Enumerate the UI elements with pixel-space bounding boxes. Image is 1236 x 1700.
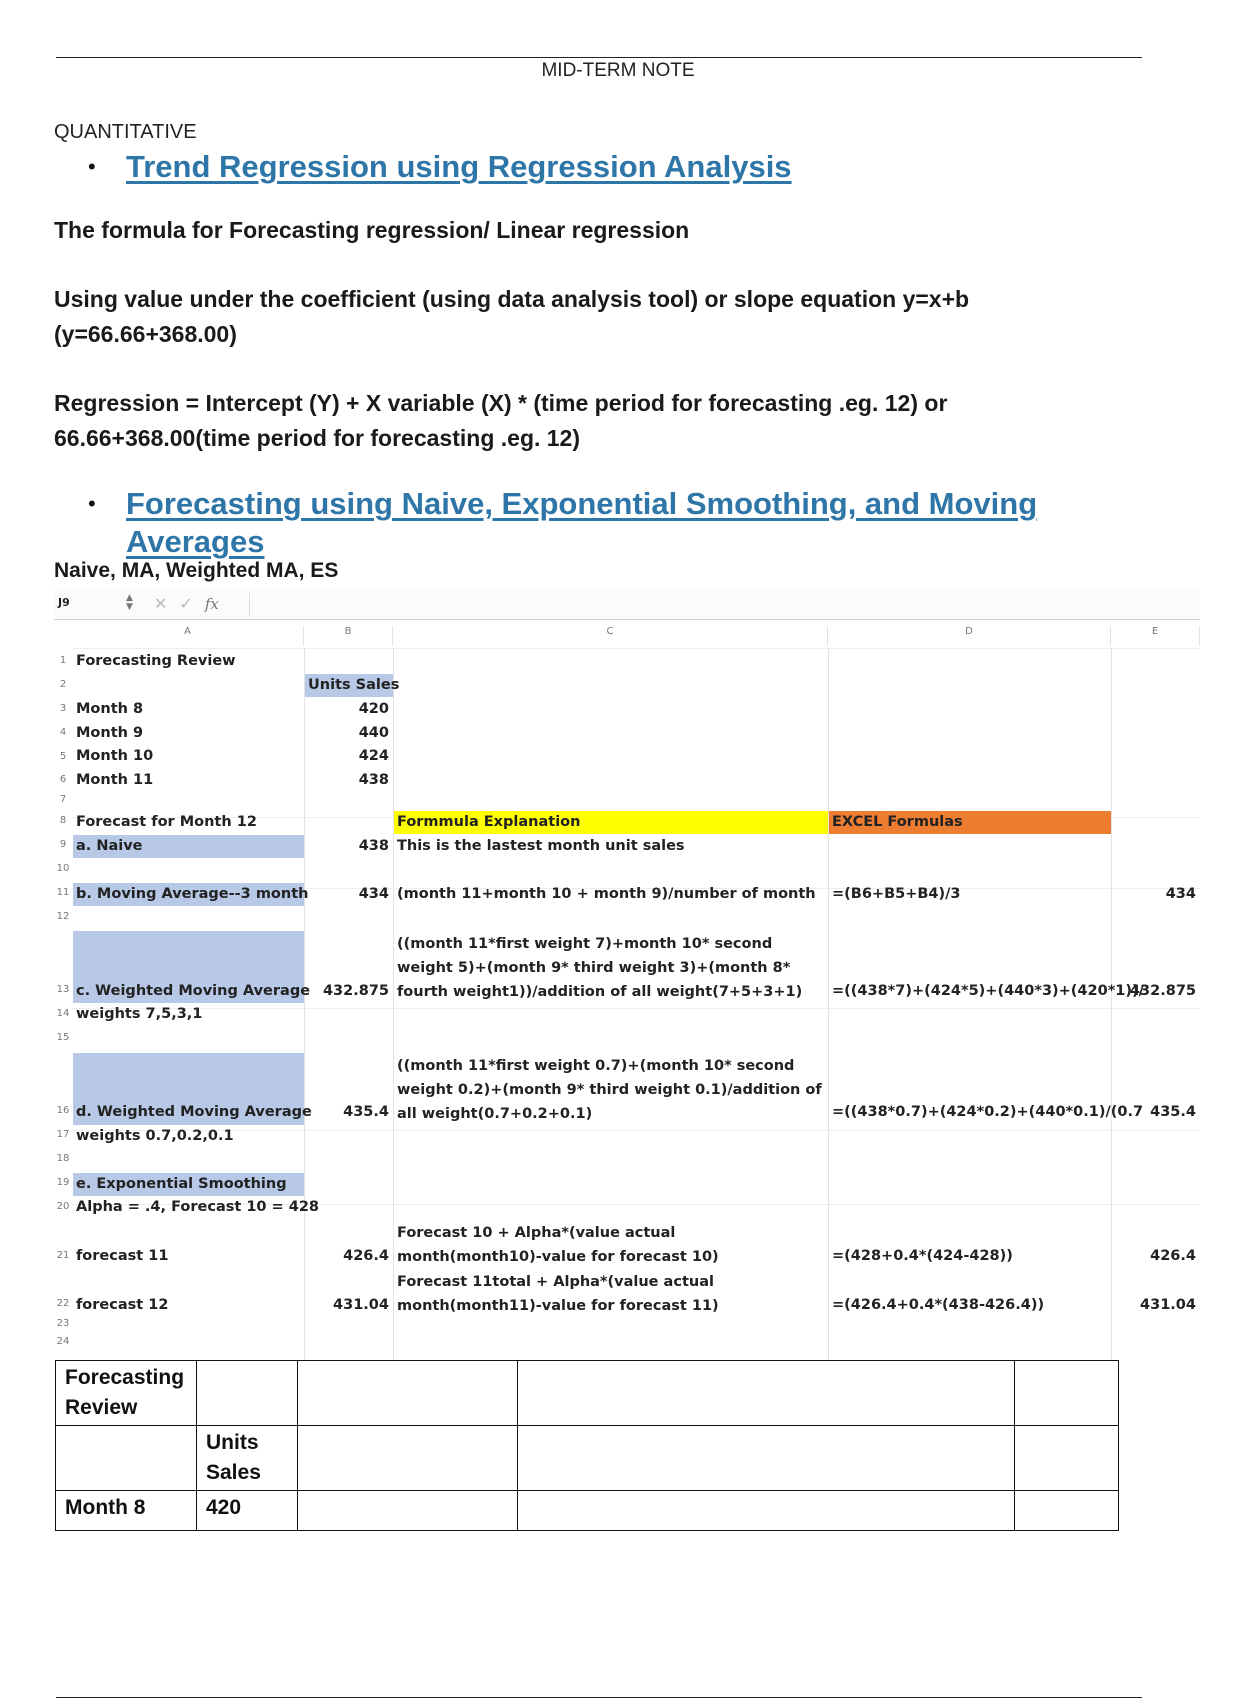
formula-input[interactable] [249,593,1200,617]
cell-b16[interactable]: 435.4 [343,1104,389,1120]
row-number[interactable]: 2 [59,679,67,690]
table-cell-text: Month 8 [65,1496,146,1519]
paragraph-formula-title: The formula for Forecasting regression/ Linear regression [54,217,690,243]
cell-d11[interactable]: =(B6+B5+B4)/3 [832,886,961,902]
row-number[interactable]: 23 [56,1318,70,1329]
table-cell-text: 420 [206,1496,242,1519]
heading-forecasting-line-1: Forecasting using Naive, Exponential Smoothing, and Moving [126,486,1038,521]
row-number[interactable]: 13 [56,984,70,995]
cell-a3[interactable]: Month 8 [76,701,144,717]
table-cell [518,1491,1015,1531]
row-number[interactable]: 8 [59,815,67,826]
name-box[interactable]: J9 [58,596,70,609]
cell-c16[interactable]: ((month 11*first weight 0.7)+(month 10* second weight 0.2)+(month 9* third weight 0.1)/addition of all weight(0.7+0.2+0.1) [397,1058,822,1122]
cell-a6[interactable]: Month 11 [76,772,154,788]
cell-e21[interactable]: 426.4 [1150,1248,1196,1264]
column-header-c[interactable]: C [393,626,828,646]
row-number[interactable]: 12 [56,911,70,922]
cell-a1[interactable]: Forecasting Review [76,653,236,669]
footer-rule [56,1697,1142,1698]
cell-a4[interactable]: Month 9 [76,725,144,741]
table-cell [518,1426,1015,1491]
confirm-icon[interactable]: ✓ [179,594,205,613]
grid-line [828,648,829,1360]
cell-a5[interactable]: Month 10 [76,748,154,764]
row-number[interactable]: 21 [56,1250,70,1261]
name-box-spinner-icon[interactable]: ▲ ▼ [126,593,133,612]
heading-trend-regression[interactable]: Trend Regression using Regression Analysis [126,149,792,184]
header-top-rule [56,57,1142,58]
column-header-a[interactable]: A [72,626,304,646]
methods-label: Naive, MA, Weighted MA, ES [54,559,339,582]
table-cell [56,1491,197,1531]
formula-bar [54,590,1200,620]
table-cell [1015,1361,1119,1426]
cell-e13[interactable]: 432.875 [1129,983,1196,999]
cell-b3[interactable]: 420 [358,701,389,717]
paragraph-regression-line-1: Regression = Intercept (Y) + X variable (X) * (time period for forecasting .eg. 12) or [54,390,948,416]
cell-c9[interactable]: This is the lastest month unit sales [397,838,685,854]
heading-forecasting-line-2: Averages [126,524,265,559]
table-cell [1015,1426,1119,1491]
forecasting-review-table [55,1360,1119,1531]
cell-e22[interactable]: 431.04 [1140,1297,1196,1313]
cell-b9[interactable]: 438 [358,838,389,854]
cell-a9[interactable]: a. Naive [73,835,304,858]
function-icon[interactable]: fx [204,595,219,613]
row-number[interactable]: 1 [59,655,67,666]
row-number[interactable]: 11 [56,887,70,898]
paragraph-coefficient-line-1: Using value under the coefficient (using data analysis tool) or slope equation y=x+b [54,286,970,312]
row-number[interactable]: 20 [56,1201,70,1212]
cell-d8[interactable]: EXCEL Formulas [829,811,1111,834]
cell-b22[interactable]: 431.04 [333,1297,389,1313]
heading-2-row [88,485,1037,561]
spreadsheet [54,590,1200,1360]
bullet-icon: • [88,154,96,179]
cell-d13[interactable]: =((438*7)+(424*5)+(440*3)+(420*1))/ [832,983,1144,999]
table-row [56,1491,1119,1531]
cell-d16[interactable]: =((438*0.7)+(424*0.2)+(440*0.1)/(0.7 [832,1104,1144,1120]
row-number[interactable]: 14 [56,1008,70,1019]
row-number[interactable]: 3 [59,703,67,714]
cell-b4[interactable]: 440 [358,725,389,741]
column-header-d[interactable]: D [828,626,1111,646]
table-cell [56,1426,197,1491]
cell-a20[interactable]: Alpha = .4, Forecast 10 = 428 [76,1199,320,1215]
formula-bar-icons [154,594,219,613]
row-number[interactable]: 17 [56,1129,70,1140]
cell-a14[interactable]: weights 7,5,3,1 [76,1006,203,1022]
row-number[interactable]: 7 [59,794,67,805]
cell-b2[interactable]: Units Sales [305,674,393,697]
cell-b6[interactable]: 438 [358,772,389,788]
cell-c21[interactable]: Forecast 10 + Alpha*(value actual month(month10)-value for forecast 10) [397,1225,719,1265]
table-cell [56,1361,197,1426]
table-cell [298,1491,518,1531]
table-row [56,1361,1119,1426]
cell-e16[interactable]: 435.4 [1150,1104,1196,1120]
row-number[interactable]: 22 [56,1298,70,1309]
bullet-icon: • [88,491,96,516]
grid-line [72,648,1200,649]
table-cell [197,1426,298,1491]
page-header-title: MID-TERM NOTE [541,60,695,81]
row-number[interactable]: 6 [59,774,67,785]
row-number[interactable]: 18 [56,1153,70,1164]
paragraph-coefficient-line-2: (y=66.66+368.00) [54,321,237,347]
cell-a19[interactable]: e. Exponential Smoothing [73,1173,304,1196]
column-header-b[interactable]: B [304,626,393,646]
table-cell [197,1361,298,1426]
cell-c13[interactable]: ((month 11*first weight 7)+month 10* second weight 5)+(month 9* third weight 3)+(month 8* fourth weight1))/addition of all weight(7+5+3+1) [397,936,803,1000]
grid-line [393,648,394,1360]
cell-c11[interactable]: (month 11+month 10 + month 9)/number of month [397,886,816,902]
table-cell-text: Units Sales [206,1431,261,1484]
table-cell [197,1491,298,1531]
row-number[interactable]: 16 [56,1105,70,1116]
cell-e11[interactable]: 434 [1165,886,1196,902]
cell-b11[interactable]: 434 [358,886,389,902]
cell-d22[interactable]: =(426.4+0.4*(438-426.4)) [832,1297,1045,1313]
row-number[interactable]: 4 [59,727,67,738]
paragraph-coefficient [54,282,1054,352]
paragraph-regression-line-2: 66.66+368.00(time period for forecasting .eg. 12) [54,425,581,451]
table-row [56,1426,1119,1491]
cell-c22[interactable]: Forecast 11total + Alpha*(value actual month(month11)-value for forecast 11) [397,1274,719,1314]
section-label: QUANTITATIVE [54,121,197,143]
table-cell [298,1426,518,1491]
paragraph-regression-formula [54,386,1054,456]
cell-d21[interactable]: =(428+0.4*(424-428)) [832,1248,1013,1264]
row-number[interactable]: 9 [59,839,67,850]
table-cell [1015,1491,1119,1531]
column-header-e[interactable]: E [1111,626,1200,646]
row-number[interactable]: 5 [59,751,67,762]
table-cell-text: Forecasting Review [65,1366,185,1419]
cell-a21[interactable]: forecast 11 [76,1248,169,1264]
cell-b13[interactable]: 432.875 [322,983,389,999]
cell-c8[interactable]: Formmula Explanation [394,811,828,834]
cell-a8[interactable]: Forecast for Month 12 [76,814,257,830]
cancel-icon[interactable]: ✕ [154,594,180,613]
row-number[interactable]: 10 [56,863,70,874]
cell-a17[interactable]: weights 0.7,0.2,0.1 [76,1128,234,1144]
heading-forecasting-methods[interactable] [126,485,1037,561]
cell-a22[interactable]: forecast 12 [76,1297,169,1313]
table-cell [298,1361,518,1426]
row-number[interactable]: 15 [56,1032,70,1043]
row-number[interactable]: 24 [56,1336,70,1347]
heading-1-row [88,148,792,186]
cell-b21[interactable]: 426.4 [343,1248,389,1264]
cell-a16[interactable]: d. Weighted Moving Average [76,1104,312,1120]
table-cell [518,1361,1015,1426]
row-number[interactable]: 19 [56,1177,70,1188]
cell-a13[interactable]: c. Weighted Moving Average [76,983,311,999]
cell-b5[interactable]: 424 [358,748,389,764]
cell-a11[interactable]: b. Moving Average--3 month [73,883,304,906]
